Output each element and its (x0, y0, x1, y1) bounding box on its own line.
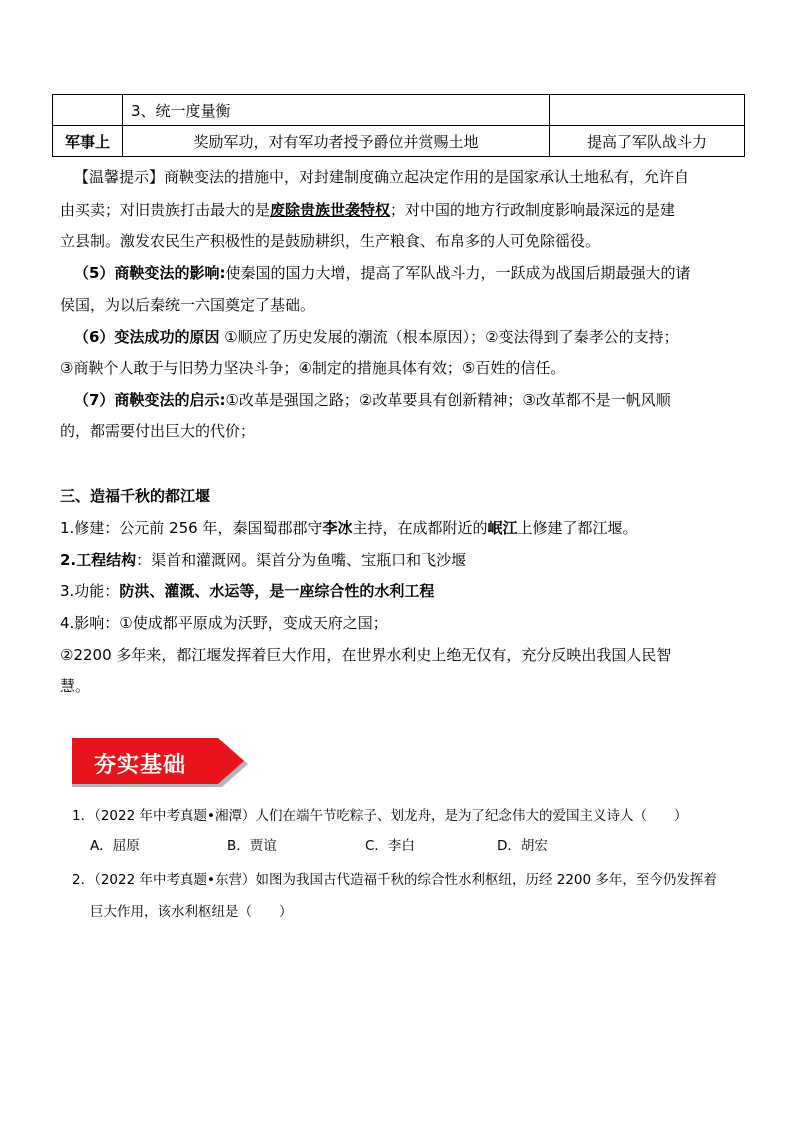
tip-line-1 (74, 162, 722, 193)
table-cell-category: 军事上 (53, 126, 123, 157)
option-d: D．胡宏 (497, 838, 548, 854)
option-c: C．李白 (365, 838, 415, 854)
tip-line-2 (60, 195, 708, 226)
lessons-paragraph-cont: 的，都需要付出巨大的代价； (60, 422, 256, 440)
section-item-2 (60, 545, 708, 576)
banner-title: 夯实基础 (94, 753, 187, 778)
table-row (53, 126, 745, 157)
tip-line-3: 立县制。激发农民生产积极性的是鼓励耕织，生产粮食、布帛多的人可免除徭役。 (60, 232, 601, 250)
item-text: 主持，在成都附近的 (352, 519, 488, 537)
item-emphasis: 防洪、灌溉、水运等，是一座综合性的水利工程 (119, 582, 435, 600)
item-text: 上修建了都江堰。 (517, 519, 638, 537)
table-cell: 3、统一度量衡 (123, 95, 550, 126)
reform-table (52, 94, 745, 157)
table-cell-effect: 提高了军队战斗力 (550, 126, 745, 157)
item-emphasis: 岷江 (487, 519, 518, 537)
section-item-5-cont: 慧。 (60, 677, 91, 695)
item-emphasis: 李冰 (322, 519, 353, 537)
success-reasons-cont: ③商鞅个人敢于与旧势力坚决斗争；④制定的措施具体有效；⑤百姓的信任。 (60, 359, 566, 377)
success-text: ①顺应了历史发展的潮流（根本原因）；②变法得到了秦孝公的支持； (219, 328, 679, 346)
item-text: ：渠首和灌溉网。渠首分为鱼嘴、宝瓶口和飞沙堰 (136, 551, 467, 569)
table-cell (53, 95, 123, 126)
tip-text: 由买卖；对旧贵族打击最大的是 (60, 201, 271, 219)
section-item-5: ②2200 多年来，都江堰发挥着巨大作用，在世界水利史上绝无仅有，充分反映出我国人民智 (60, 646, 672, 664)
tip-text: ；对中国的地方行政制度影响最深远的是建 (390, 201, 676, 219)
section-item-1 (60, 513, 708, 544)
tip-label: 【温馨提示】 (74, 168, 165, 186)
tip-emphasis: 废除贵族世袭特权 (270, 201, 391, 219)
table-cell (550, 95, 745, 126)
lessons-label: （7）商鞅变法的启示: (74, 391, 226, 409)
item-text: 1.修建：公元前 256 年，秦国蜀郡郡守 (60, 519, 323, 537)
item-label: 3.功能： (60, 582, 120, 600)
item-label: 2.工程结构 (60, 551, 137, 569)
impact-paragraph-cont: 侯国，为以后秦统一六国奠定了基础。 (60, 296, 316, 314)
impact-label: （5）商鞅变法的影响: (74, 264, 226, 282)
table-cell-measure: 奖励军功，对有军功者授予爵位并赏赐土地 (123, 126, 550, 157)
question-1: 1．（2022 年中考真题•湘潭）人们在端午节吃粽子、划龙舟，是为了纪念伟大的爱国主义诗人（ ） (72, 808, 688, 824)
success-reasons (74, 322, 722, 353)
section-banner (72, 738, 250, 788)
impact-paragraph (74, 258, 722, 289)
section-item-4: 4.影响：①使成都平原成为沃野，变成天府之国； (60, 614, 388, 632)
success-label: （6）变法成功的原因 (74, 328, 220, 346)
section-item-3 (60, 576, 708, 607)
lessons-text: ①改革是强国之路；②改革要具有创新精神；③改革都不是一帆风顺 (225, 391, 671, 409)
question-2: 2．（2022 年中考真题•东营）如图为我国古代造福千秋的综合性水利枢纽，历经 2200 多年，至今仍发挥着 (72, 872, 717, 888)
impact-text: 使秦国的国力大增，提高了军队战斗力，一跃成为战国后期最强大的诸 (225, 264, 691, 282)
table-row (53, 95, 745, 126)
question-2-cont: 巨大作用，该水利枢纽是（ ） (90, 904, 293, 920)
lessons-paragraph (74, 385, 722, 416)
option-b: B．贾谊 (227, 838, 277, 854)
section-heading: 三、造福千秋的都江堰 (60, 487, 211, 505)
tip-text: 商鞅变法的措施中，对封建制度确立起决定作用的是国家承认土地私有，允许自 (164, 168, 690, 186)
option-a: A．屈原 (90, 838, 140, 854)
